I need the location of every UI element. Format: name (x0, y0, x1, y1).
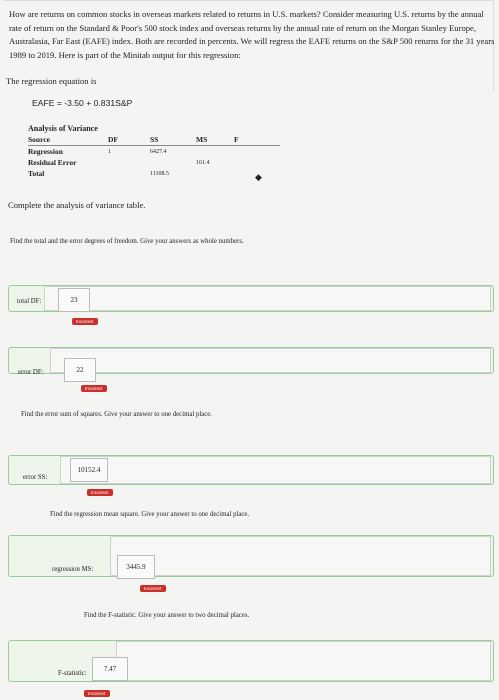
f-stat-label: F-statistic: (58, 670, 87, 677)
f-stat-field-background (116, 641, 491, 681)
error-ss-label: error SS: (23, 474, 48, 481)
total-df-label: total DF: (17, 298, 42, 305)
anova-title: Analysis of Variance (28, 124, 98, 133)
anova-row-regression: Regression (28, 147, 63, 156)
equation-label: The regression equation is (6, 76, 97, 86)
anova-row-error: Residual Error (28, 158, 77, 167)
anova-regression-ms (196, 146, 234, 158)
instruction-text: Complete the analysis of variance table. (8, 200, 146, 210)
anova-regression-f (234, 146, 280, 158)
total-df-field-background (44, 286, 491, 311)
anova-header-ss: SS (150, 134, 196, 146)
total-df-status-badge: Incorrect (72, 318, 98, 325)
cursor-arrow-icon: ◆ (255, 172, 262, 182)
error-ss-field-background (60, 456, 491, 484)
f-stat-status-badge: Incorrect (84, 690, 110, 697)
ss-prompt: Find the error sum of squares. Give your answer to one decimal place. (21, 411, 213, 418)
regression-ms-input[interactable]: 3445.9 (117, 555, 155, 579)
anova-regression-df: 1 (108, 148, 111, 155)
anova-regression-ss: 6427.4 (150, 148, 167, 155)
f-prompt: Find the F-statistic. Give your answer to two decimal places. (84, 612, 250, 619)
anova-header-ms: MS (196, 134, 234, 146)
anova-table (28, 134, 280, 179)
anova-total-df (108, 168, 150, 179)
regression-ms-label: regression MS: (52, 566, 94, 573)
anova-header-df: DF (108, 134, 150, 146)
anova-header-source: Source (28, 134, 108, 146)
regression-equation: EAFE = -3.50 + 0.831S&P (32, 98, 133, 108)
anova-error-ms: 161.4 (196, 159, 210, 166)
error-ss-status-badge: Incorrect (87, 489, 113, 496)
error-df-label: error DF: (18, 369, 44, 376)
anova-total-ms (196, 168, 234, 179)
anova-error-f (234, 157, 280, 168)
f-stat-input[interactable]: 7.47 (92, 657, 128, 681)
ms-prompt: Find the regression mean square. Give your answer to one decimal place. (50, 511, 250, 518)
error-df-field-background (50, 348, 491, 373)
question-text: How are returns on common stocks in overseas markets related to returns in U.S. markets? Consider measuring U.S. returns by the annual rate of return on the Standard & Poor's 500 stock index and overseas returns by the annual rate of return on the Morgan Stanley Europe, Australasia, Far East (EAFE) index. Both are recorded in percents. We will regress the EAFE returns on the S&P 500 returns for the 31 years 1989 to 2019. Here is part of the Minitab output for this regression: (9, 9, 495, 60)
total-df-input[interactable]: 23 (58, 288, 90, 312)
anova-header-f: F (234, 134, 280, 146)
error-df-status-badge: Incorrect (81, 385, 107, 392)
error-ss-input[interactable]: 10152.4 (70, 458, 108, 482)
anova-row-total: Total (28, 169, 45, 178)
regression-ms-status-badge: Incorrect (140, 585, 166, 592)
anova-error-df (108, 157, 150, 168)
regression-ms-field-background (110, 536, 491, 576)
df-prompt: Find the total and the error degrees of freedom. Give your answers as whole numbers. (10, 238, 244, 245)
anova-total-ss: 11108.5 (150, 170, 170, 177)
error-df-input[interactable]: 22 (64, 358, 96, 382)
anova-error-ss (150, 157, 196, 168)
